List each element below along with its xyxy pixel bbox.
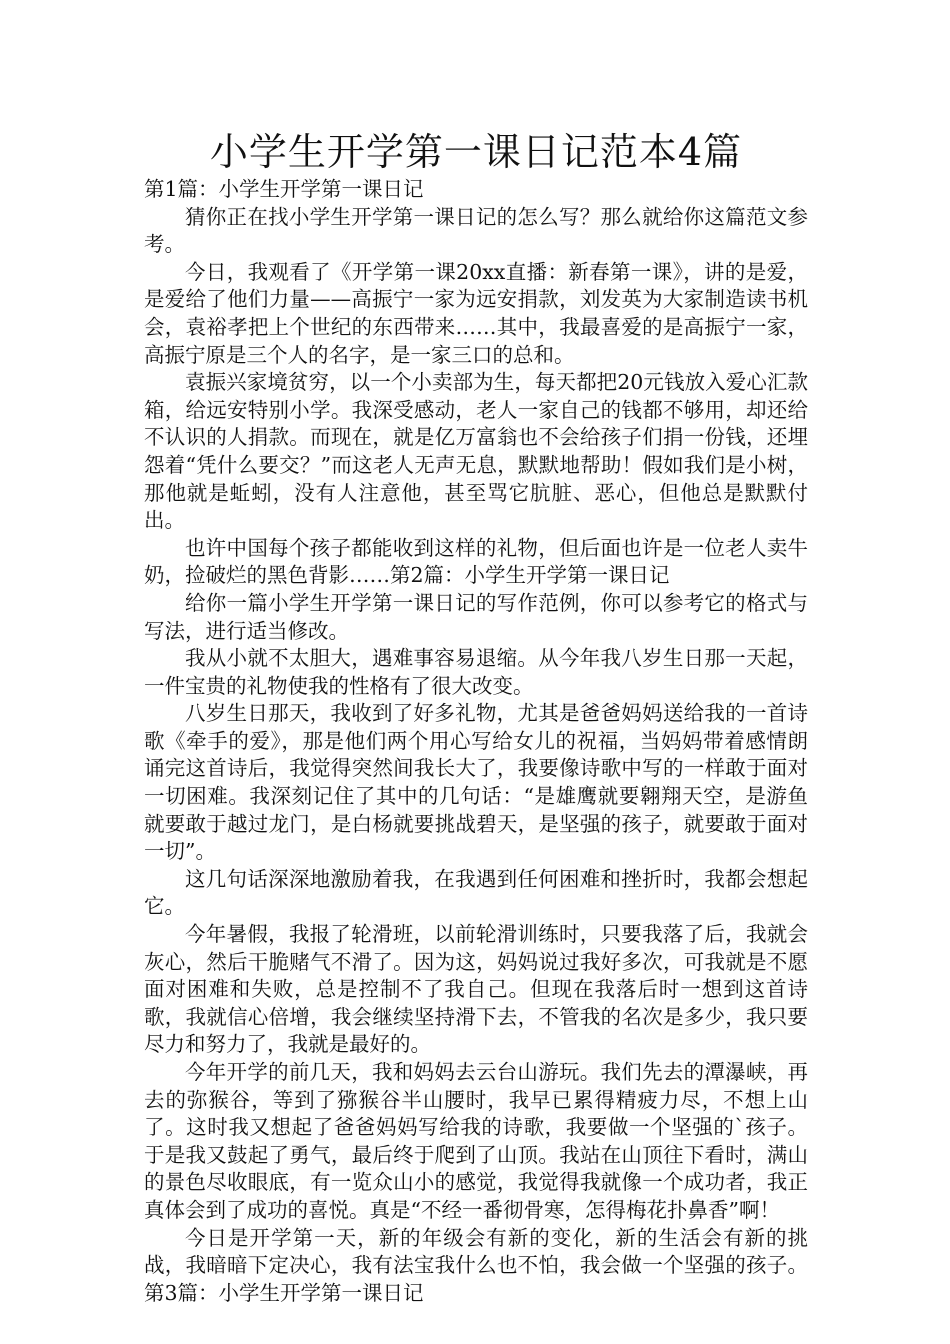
section-heading: 第1篇：小学生开学第一课日记 bbox=[144, 177, 424, 201]
paragraph: 今日是开学第一天，新的年级会有新的变化，新的生活会有新的挑战，我暗暗下定决心，我有法宝我什么也不怕，我会做一个坚强的孩子。第3篇：小学生开学第一课日记 bbox=[144, 1225, 808, 1305]
document-title: 小学生开学第一课日记范本4篇 bbox=[209, 130, 743, 174]
paragraph: 我从小就不太胆大，遇难事容易退缩。从今年我八岁生日那一天起，一件宝贵的礼物使我的性格有了很大改变。 bbox=[144, 646, 808, 698]
paragraph: 也许中国每个孩子都能收到这样的礼物，但后面也许是一位老人卖牛奶，捡破烂的黑色背影……第2篇：小学生开学第一课日记 bbox=[144, 535, 808, 588]
paragraph: 这几句话深深地激励着我，在我遇到任何困难和挫折时，我都会想起它。 bbox=[144, 866, 808, 919]
paragraph: 猜你正在找小学生开学第一课日记的怎么写？那么就给你这篇范文参考。 bbox=[144, 204, 808, 257]
paragraph: 给你一篇小学生开学第一课日记的写作范例，你可以参考它的格式与写法，进行适当修改。 bbox=[144, 590, 808, 643]
paragraph: 袁振兴家境贫穷，以一个小卖部为生，每天都把20元钱放入爱心汇款箱，给远安特别小学。我深受感动，老人一家自己的钱都不够用，却还给不认识的人捐款。而现在，就是亿万富翁也不会给孩子们捐一份钱，还埋怨着“凭什么要交？”而这老人无声无息，默默地帮助！假如我们是小树，那他就是蚯蚓，没有人注意他，甚至骂它肮脏、恶心，但他总是默默付出。 bbox=[144, 370, 808, 533]
document-page bbox=[144, 126, 808, 1307]
paragraph: 今年开学的前几天，我和妈妈去云台山游玩。我们先去的潭瀑峡，再去的弥猴谷，等到了猕猴谷半山腰时，我早已累得精疲力尽，不想上山了。这时我又想起了爸爸妈妈写给我的诗歌，我要做一个坚强的`孩子。于是我又鼓起了勇气，最后终于爬到了山顶。我站在山顶往下看时，满山的景色尽收眼底，有一览众山小的感觉，我觉得我就像一个成功者，我正真体会到了成功的喜悦。真是“不经一番彻骨寒，怎得梅花扑鼻香”啊！ bbox=[144, 1060, 808, 1222]
paragraph: 今年暑假，我报了轮滑班，以前轮滑训练时，只要我落了后，我就会灰心，然后干脆赌气不滑了。因为这，妈妈说过我好多次，可我就是不愿面对困难和失败，总是控制不了我自己。但现在我落后时一想到这首诗歌，我就信心倍增，我会继续坚持滑下去，不管我的名次是多少，我只要尽力和努力了，我就是最好的。 bbox=[144, 922, 808, 1057]
paragraph: 今日，我观看了《开学第一课20xx直播：新春第一课》，讲的是爱，是爱给了他们力量——高振宁一家为远安捐款，刘发英为大家制造读书机会，袁裕孝把上个世纪的东西带来……其中，我最喜爱的是高振宁一家，高振宁原是三个人的名字，是一家三口的总和。 bbox=[144, 259, 808, 367]
paragraph: 八岁生日那天，我收到了好多礼物，尤其是爸爸妈妈送给我的一首诗歌《牵手的爱》，那是他们两个用心写给女儿的祝福，当妈妈带着感情朗诵完这首诗后，我觉得突然间我长大了，我要像诗歌中写的一样敢于面对一切困难。我深刻记住了其中的几句话：“是雄鹰就要翱翔天空，是游鱼就要敢于越过龙门，是白杨就要挑战碧天，是坚强的孩子，就要敢于面对一切”。 bbox=[144, 701, 808, 864]
